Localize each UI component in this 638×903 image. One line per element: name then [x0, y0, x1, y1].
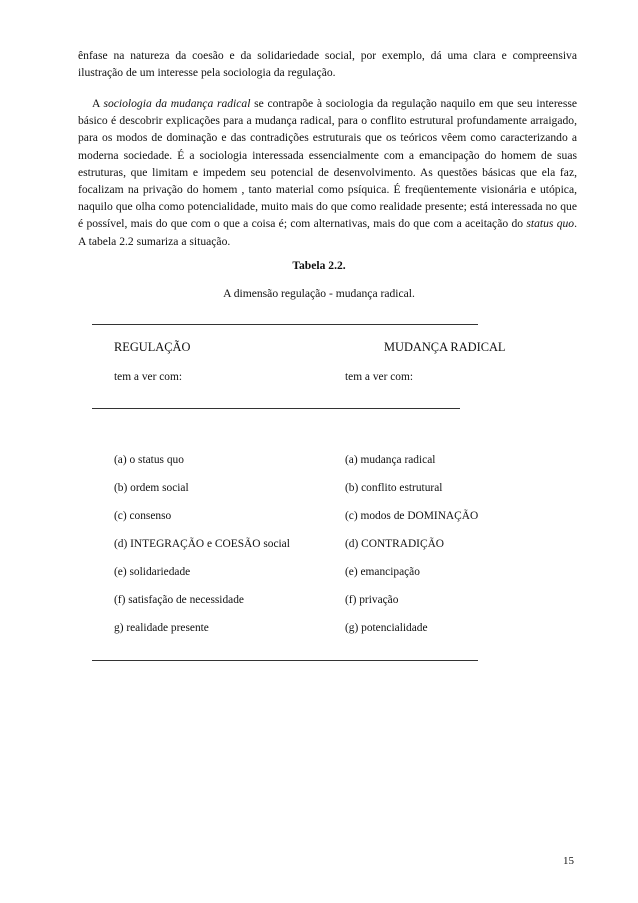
table-row-right: (f) privação [345, 594, 399, 606]
paragraph-2 [78, 95, 577, 250]
table-subheader-left: tem a ver com: [114, 371, 182, 383]
table-row-right: (e) emancipação [345, 566, 420, 578]
paragraph-2-italic-term: sociologia da mudança radical [103, 97, 251, 110]
table-row-right: (g) potencialidade [345, 622, 428, 634]
table-row-left: (a) o status quo [114, 454, 184, 466]
table-row-left: (b) ordem social [114, 482, 189, 494]
table-row-right: (c) modos de DOMINAÇÃO [345, 510, 479, 522]
table-row-right: (d) CONTRADIÇÃO [345, 538, 445, 550]
table-row-left: g) realidade presente [114, 622, 209, 634]
page-number: 15 [563, 855, 574, 867]
table-top-rule [92, 324, 478, 325]
table-header-left: REGULAÇÃO [114, 340, 191, 354]
table-subheader-right: tem a ver com: [345, 371, 413, 383]
table-header-right: MUDANÇA RADICAL [384, 340, 506, 354]
table-title: Tabela 2.2. [292, 259, 346, 272]
table-row-right: (a) mudança radical [345, 454, 436, 466]
table-subtitle: A dimensão regulação - mudança radical. [223, 287, 415, 300]
table-row-left: (d) INTEGRAÇÃO e COESÃO social [114, 538, 290, 550]
paragraph-2-prefix: A [92, 97, 104, 110]
table-row-left: (e) solidariedade [114, 566, 191, 578]
table-row-left: (f) satisfação de necessidade [114, 594, 244, 606]
paragraph-2-suffix: . A tabela 2.2 sumariza a situação. [78, 217, 577, 248]
table-row-right: (b) conflito estrutural [345, 482, 443, 494]
table-row-left: (c) consenso [114, 510, 172, 522]
table-header-rule [92, 408, 460, 409]
paragraph-2-body: se contrapõe à sociologia da regulação naquilo em que seu interesse básico é descobrir explicações para a mudança radical, para o conflito estrutural profundamente arraigado, para os modos de dominação e das contradições estruturais que os teóricos vêem como caracterizando a moderna sociedade. É a sociologia interessada essencialmente com a emancipação do homem de suas estruturas, que limitam e impedem seu potencial de desenvolvimento. As questões básicas que ela faz, focalizam na privação do homem , tanto material como psíquica. É freqüentemente visionária e utópica, naquilo que olha como potencialidade, muito mais do que como realidade presente; está interessada no que é possível, mais do que com o que a coisa é; com alternativas, mais do que com a aceitação do [78, 97, 577, 231]
paragraph-1: ênfase na natureza da coesão e da solidariedade social, por exemplo, dá uma clara e compreensiva ilustração de um interesse pela sociologia da regulação. [78, 49, 577, 80]
paragraph-2-italic-status-quo: status quo [526, 217, 575, 231]
table-bottom-rule [92, 660, 478, 661]
